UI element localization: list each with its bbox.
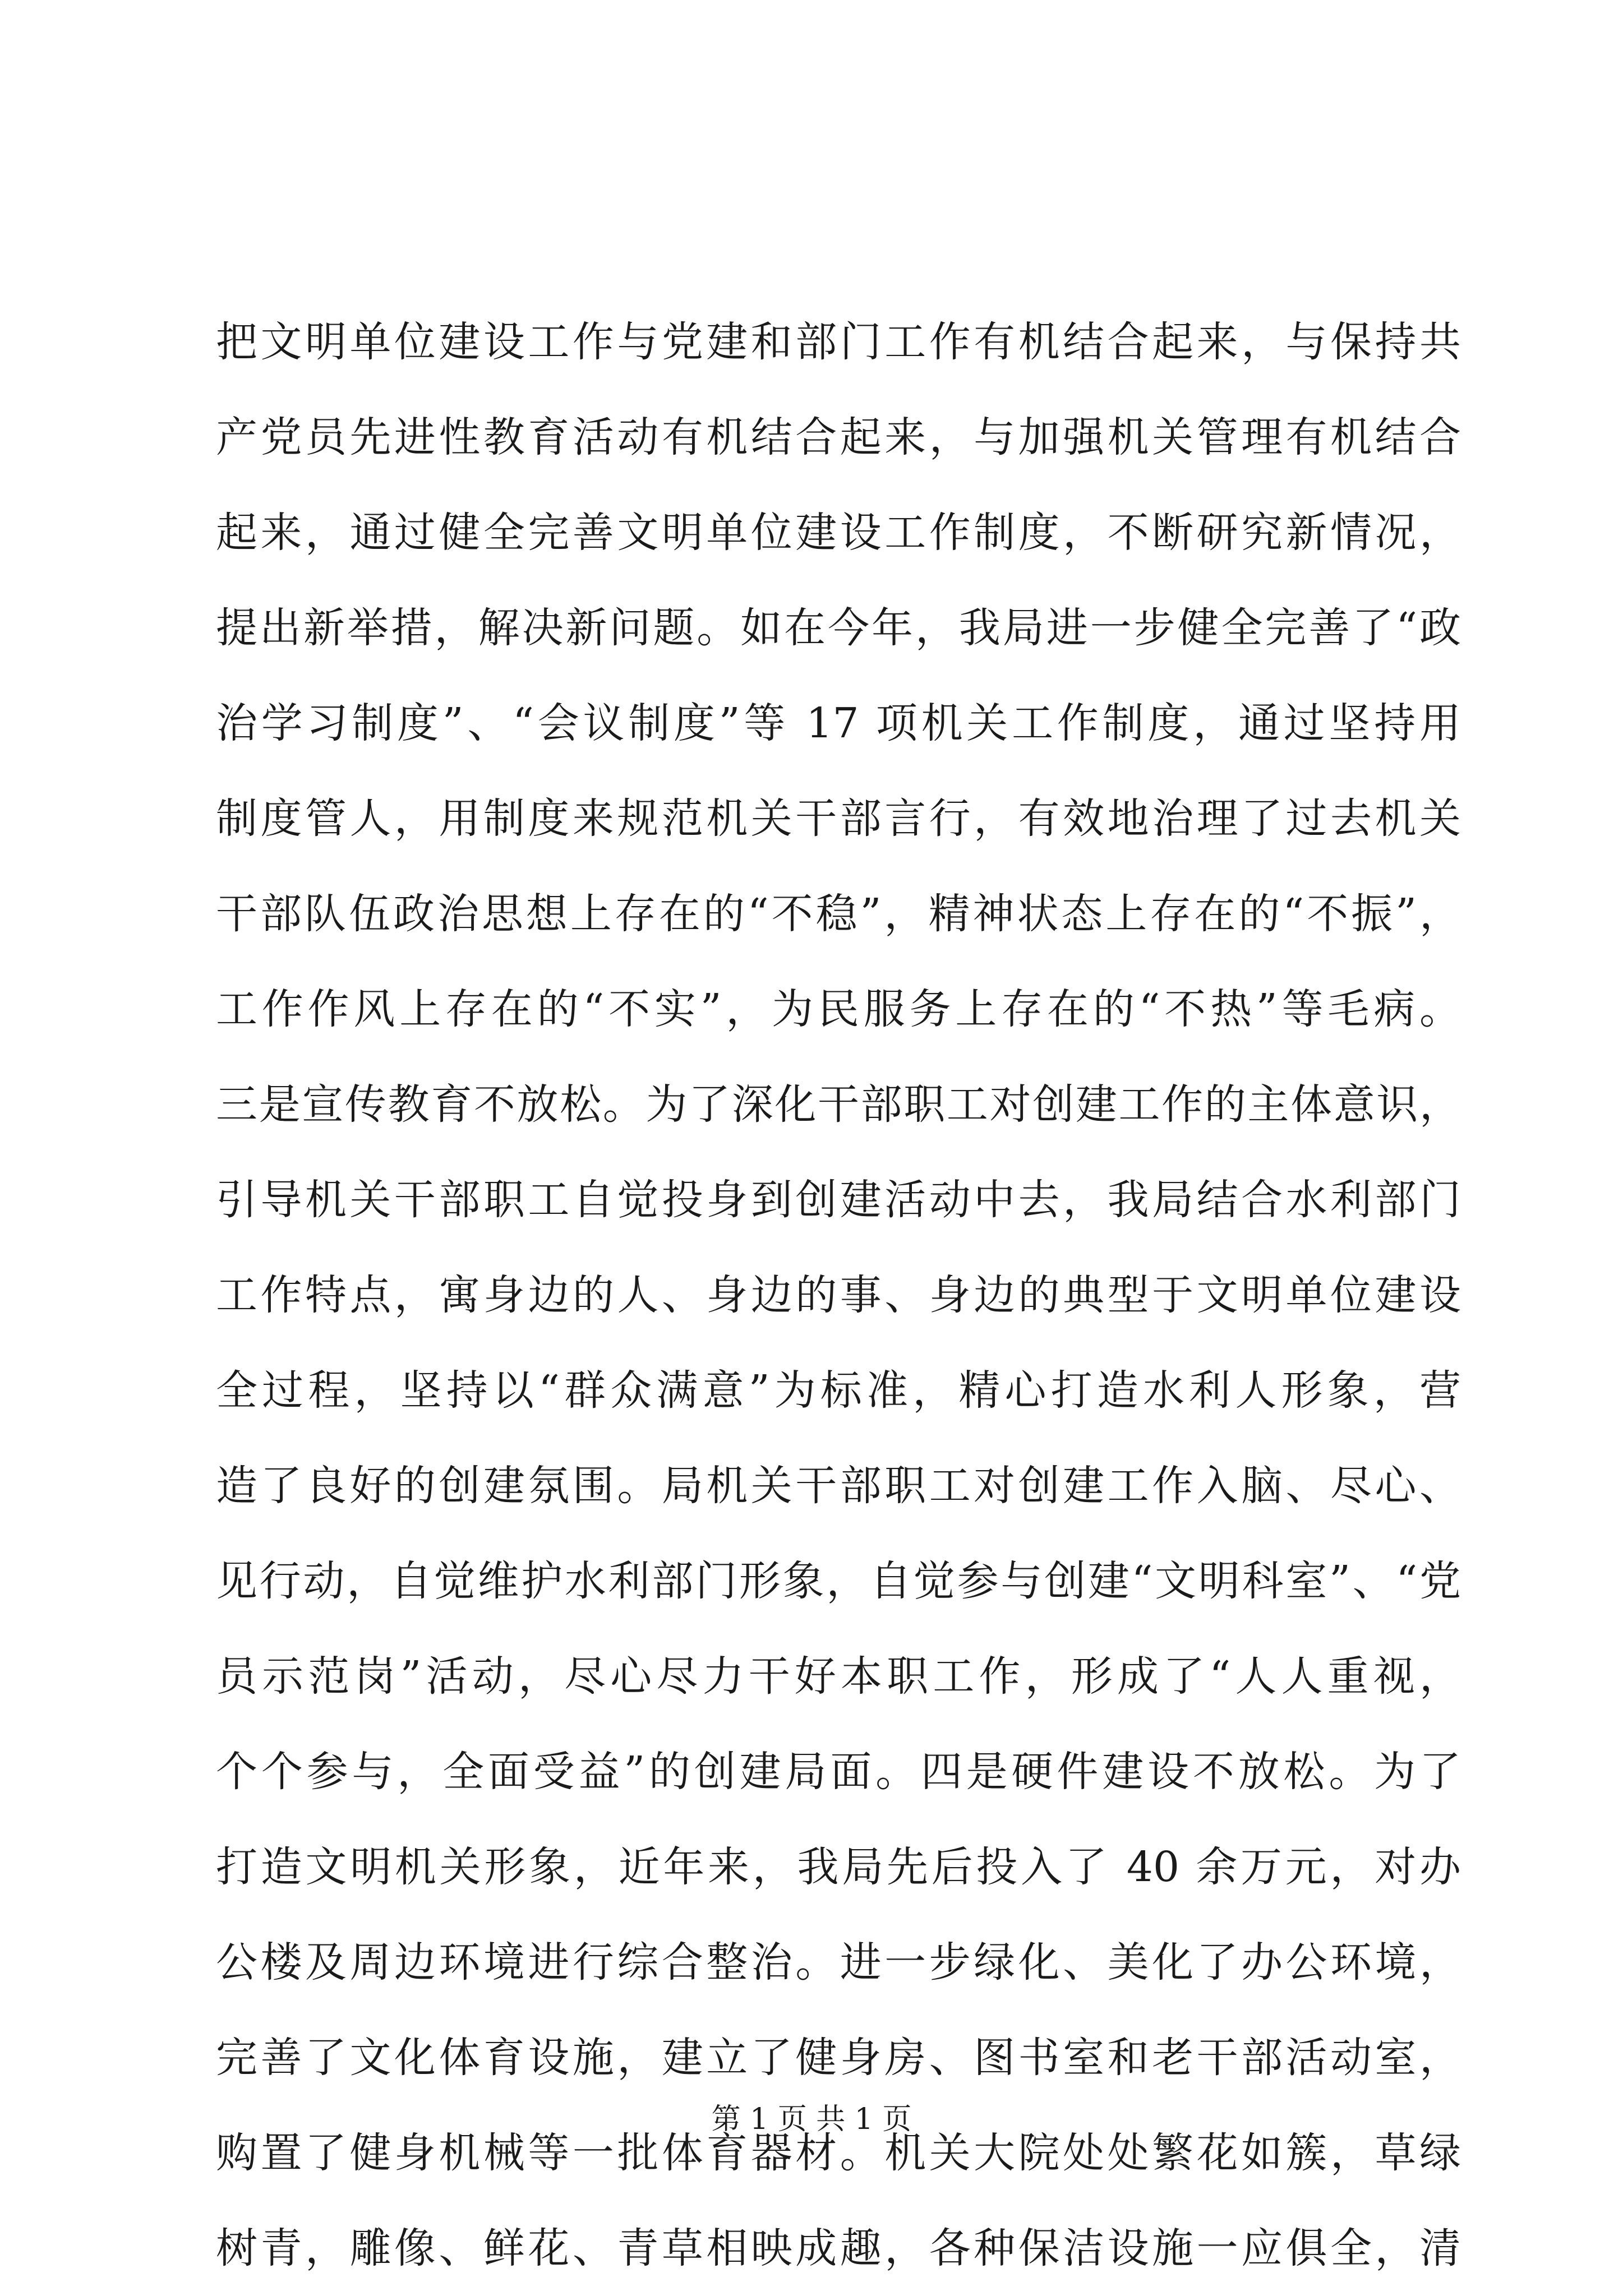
- text-line: 见行动，自觉维护水利部门形象，自觉参与创建“文明科室”、“党: [216, 1557, 1461, 1605]
- text-line: 提出新举措，解决新问题。如在今年，我局进一步健全完善了“政: [216, 604, 1461, 652]
- text-line: 引导机关干部职工自觉投身到创建活动中去，我局结合水利部门: [216, 1176, 1461, 1224]
- text-line: 工作作风上存在的“不实”，为民服务上存在的“不热”等毛病。: [216, 985, 1461, 1033]
- text-line: 员示范岗”活动，尽心尽力干好本职工作，形成了“人人重视，: [216, 1652, 1461, 1701]
- text-line: 起来，通过健全完善文明单位建设工作制度，不断研究新情况，: [216, 509, 1461, 557]
- text-line: 造了良好的创建氛围。局机关干部职工对创建工作入脑、尽心、: [216, 1462, 1461, 1510]
- body-text: [216, 294, 1461, 2296]
- text-line: 完善了文化体育设施，建立了健身房、图书室和老干部活动室，: [216, 2034, 1461, 2082]
- text-line: 治学习制度”、“会议制度”等 17 项机关工作制度，通过坚持用: [216, 699, 1461, 747]
- page-footer: 第 1 页 共 1 页: [711, 2103, 912, 2136]
- text-line: 三是宣传教育不放松。为了深化干部职工对创建工作的主体意识，: [216, 1080, 1461, 1129]
- text-line: 产党员先进性教育活动有机结合起来，与加强机关管理有机结合: [216, 413, 1461, 461]
- text-line: 个个参与，全面受益”的创建局面。四是硬件建设不放松。为了: [216, 1748, 1461, 1796]
- text-line: 干部队伍政治思想上存在的“不稳”，精神状态上存在的“不振”，: [216, 890, 1461, 938]
- text-line: 制度管人，用制度来规范机关干部言行，有效地治理了过去机关: [216, 794, 1461, 843]
- text-line: 打造文明机关形象，近年来，我局先后投入了 40 余万元，对办: [216, 1843, 1461, 1891]
- text-line: 全过程，坚持以“群众满意”为标准，精心打造水利人形象，营: [216, 1366, 1461, 1415]
- text-line: 购置了健身机械等一批体育器材。机关大院处处繁花如簇，草绿: [216, 2129, 1461, 2177]
- text-line: 树青，雕像、鲜花、青草相映成趣，各种保洁设施一应俱全，清: [216, 2224, 1461, 2272]
- text-line: 把文明单位建设工作与党建和部门工作有机结合起来，与保持共: [216, 318, 1461, 366]
- text-line: 公楼及周边环境进行综合整治。进一步绿化、美化了办公环境，: [216, 1938, 1461, 1987]
- text-line: 工作特点，寓身边的人、身边的事、身边的典型于文明单位建设: [216, 1271, 1461, 1319]
